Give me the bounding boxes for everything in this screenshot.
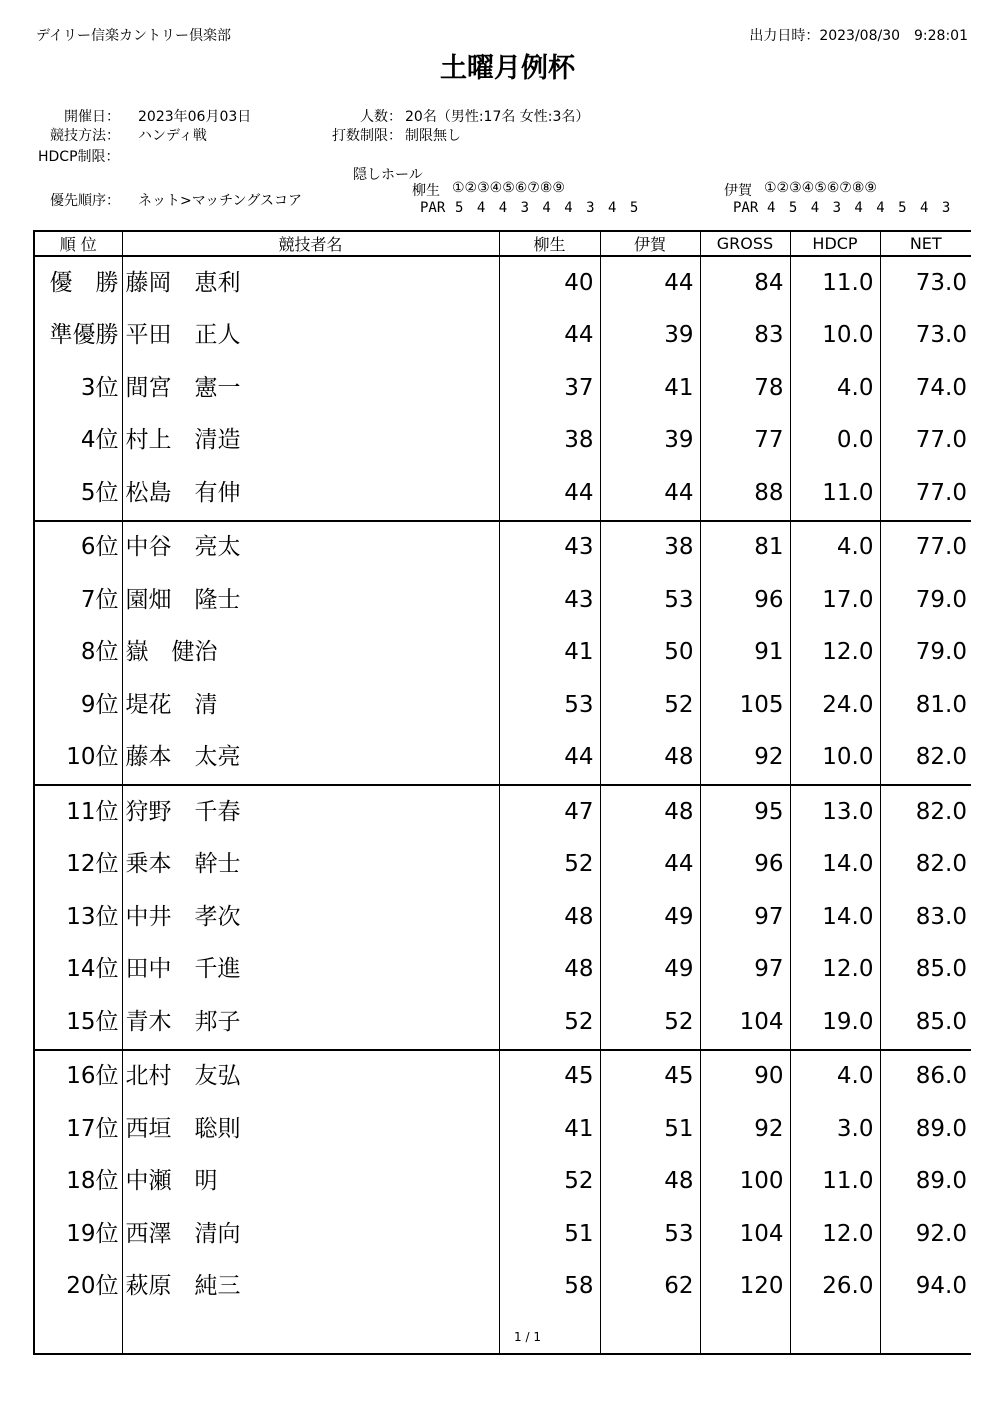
header-hdcp: HDCP <box>790 231 880 256</box>
header-rank: 順 位 <box>34 231 122 256</box>
iga-score-cell: 53 <box>600 574 700 627</box>
gross-cell: 91 <box>700 627 790 680</box>
hdcp-cell: 12.0 <box>790 1208 880 1261</box>
rank-cell: 11位 <box>34 785 122 839</box>
iga-score-cell: 39 <box>600 415 700 468</box>
hdcp-cell: 10.0 <box>790 732 880 786</box>
gross-cell: 120 <box>700 1261 790 1314</box>
yagyu-score-cell: 44 <box>499 732 600 786</box>
rank-cell: 4位 <box>34 415 122 468</box>
name-cell: 間宮 憲一 <box>122 362 499 415</box>
rank-cell: 6位 <box>34 521 122 575</box>
iga-score-cell: 50 <box>600 627 700 680</box>
name-cell: 嶽 健治 <box>122 627 499 680</box>
yagyu-score-cell: 52 <box>499 996 600 1050</box>
gross-cell: 90 <box>700 1050 790 1104</box>
net-cell: 89.0 <box>915 1168 967 1195</box>
table-row <box>34 256 971 310</box>
date-label: 開催日： <box>64 109 120 125</box>
method-value: ハンディ戦 <box>138 128 207 144</box>
net-cell: 74.0 <box>915 374 967 401</box>
course1-par: 5 4 4 3 4 4 3 4 5 <box>455 200 639 216</box>
header-yagyu: 柳生 <box>499 231 600 256</box>
yagyu-score-cell: 52 <box>499 1156 600 1209</box>
net-cell: 82.0 <box>915 798 967 825</box>
stroke-limit-value: 制限無し <box>405 128 461 144</box>
net-cell: 82.0 <box>880 732 971 786</box>
gross-cell: 96 <box>700 839 790 892</box>
course2-name: 伊賀 <box>724 183 752 199</box>
rank-cell: 20位 <box>34 1261 122 1314</box>
rank-cell: 18位 <box>34 1156 122 1209</box>
iga-score-cell: 48 <box>600 1156 700 1209</box>
iga-score-cell: 44 <box>600 839 700 892</box>
table-row <box>34 785 971 839</box>
rank-cell: 14位 <box>34 944 122 997</box>
yagyu-score-cell: 51 <box>499 1208 600 1261</box>
gross-cell: 96 <box>700 574 790 627</box>
rank-cell: 16位 <box>34 1050 122 1104</box>
course1-par-label: PAR <box>420 200 446 216</box>
gross-cell: 104 <box>700 996 790 1050</box>
rank-cell: 10位 <box>34 732 122 786</box>
iga-score-cell: 45 <box>600 1050 700 1104</box>
net-cell: 73.0 <box>915 269 967 296</box>
club-name: デイリー信楽カントリー倶楽部 <box>36 28 232 44</box>
table-row <box>34 1208 971 1261</box>
yagyu-score-cell: 52 <box>499 839 600 892</box>
gross-cell: 95 <box>700 785 790 839</box>
rank-cell: 5位 <box>34 467 122 521</box>
name-cell: 中谷 亮太 <box>122 521 499 575</box>
gross-cell: 104 <box>700 1208 790 1261</box>
name-cell: 萩原 純三 <box>122 1261 499 1314</box>
count-value: 20名（男性:17名 女性:3名） <box>405 109 590 125</box>
table-row <box>34 891 971 944</box>
iga-score-cell: 44 <box>600 467 700 521</box>
table-row <box>34 521 971 575</box>
name-cell: 乗本 幹士 <box>122 839 499 892</box>
yagyu-score-cell: 53 <box>499 679 600 732</box>
yagyu-score-cell: 37 <box>499 362 600 415</box>
name-cell: 中井 孝次 <box>122 891 499 944</box>
name-cell: 園畑 隆士 <box>122 574 499 627</box>
yagyu-score-cell: 48 <box>499 891 600 944</box>
net-cell: 85.0 <box>880 996 971 1050</box>
hidden-holes-label: 隠しホール <box>353 167 423 183</box>
iga-score-cell: 52 <box>600 996 700 1050</box>
name-cell: 青木 邦子 <box>122 996 499 1050</box>
yagyu-score-cell: 48 <box>499 944 600 997</box>
table-row <box>34 362 971 415</box>
course1-name: 柳生 <box>412 183 440 199</box>
iga-score-cell: 38 <box>600 521 700 575</box>
hdcp-cell: 19.0 <box>790 996 880 1050</box>
net-cell: 85.0 <box>915 956 967 983</box>
hdcp-cell: 17.0 <box>790 574 880 627</box>
course1-holes: ①②③④⑤⑥⑦⑧⑨ <box>452 180 565 196</box>
hdcp-cell: 24.0 <box>790 679 880 732</box>
count-label: 人数： <box>360 109 402 125</box>
iga-score-cell: 53 <box>600 1208 700 1261</box>
rank-cell: 13位 <box>34 891 122 944</box>
header-net: NET <box>880 231 971 256</box>
iga-score-cell: 41 <box>600 362 700 415</box>
name-cell: 狩野 千春 <box>122 785 499 839</box>
table-row <box>34 839 971 892</box>
table-row <box>34 1050 971 1104</box>
yagyu-score-cell: 44 <box>499 310 600 363</box>
name-cell: 藤本 太亮 <box>122 732 499 786</box>
table-row <box>34 467 971 521</box>
hdcp-cell: 3.0 <box>790 1103 880 1156</box>
iga-score-cell: 51 <box>600 1103 700 1156</box>
course2-par-label: PAR <box>733 200 759 216</box>
net-cell: 79.0 <box>915 586 967 613</box>
net-cell: 94.0 <box>915 1273 967 1300</box>
hdcp-cell: 13.0 <box>790 785 880 839</box>
gross-cell: 77 <box>700 415 790 468</box>
rank-cell: 9位 <box>34 679 122 732</box>
iga-score-cell: 48 <box>600 785 700 839</box>
yagyu-score-cell: 44 <box>499 467 600 521</box>
hdcp-cell: 4.0 <box>790 362 880 415</box>
table-row <box>34 415 971 468</box>
name-cell: 村上 清造 <box>122 415 499 468</box>
hdcp-cell: 26.0 <box>790 1261 880 1314</box>
table-header-row <box>34 231 971 256</box>
course2-holes: ①②③④⑤⑥⑦⑧⑨ <box>764 180 877 196</box>
name-cell: 藤岡 恵利 <box>122 256 499 310</box>
gross-cell: 83 <box>700 310 790 363</box>
iga-score-cell: 62 <box>600 1261 700 1314</box>
header-name: 競技者名 <box>122 231 499 256</box>
rank-cell: 19位 <box>34 1208 122 1261</box>
hdcp-cell: 11.0 <box>790 1156 880 1209</box>
results-table <box>33 230 971 1355</box>
name-cell: 田中 千進 <box>122 944 499 997</box>
hdcp-cell: 0.0 <box>790 415 880 468</box>
table-row <box>34 574 971 627</box>
name-cell: 中瀬 明 <box>122 1156 499 1209</box>
gross-cell: 92 <box>700 1103 790 1156</box>
name-cell: 堤花 清 <box>122 679 499 732</box>
rank-cell: 優 勝 <box>34 256 122 310</box>
hdcp-cell: 14.0 <box>790 891 880 944</box>
net-cell: 77.0 <box>915 427 967 454</box>
yagyu-score-cell: 43 <box>499 574 600 627</box>
priority-value: ネット>マッチングスコア <box>138 193 303 209</box>
gross-cell: 81 <box>700 521 790 575</box>
net-cell: 77.0 <box>915 534 967 561</box>
hdcp-cell: 14.0 <box>790 839 880 892</box>
header-gross: GROSS <box>700 231 790 256</box>
table-row <box>34 1103 971 1156</box>
rank-cell: 15位 <box>34 996 122 1050</box>
results-body <box>34 256 971 1354</box>
table-row <box>34 1261 971 1314</box>
net-cell: 79.0 <box>915 639 967 666</box>
page-title: 土曜月例杯 <box>440 53 575 84</box>
page-number: 1 / 1 <box>514 1330 541 1344</box>
name-cell: 西澤 清向 <box>122 1208 499 1261</box>
gross-cell: 100 <box>700 1156 790 1209</box>
net-cell: 89.0 <box>915 1115 967 1142</box>
hdcp-cell: 4.0 <box>790 1050 880 1104</box>
iga-score-cell: 49 <box>600 891 700 944</box>
table-row <box>34 944 971 997</box>
hdcp-cell: 12.0 <box>790 944 880 997</box>
net-cell: 86.0 <box>915 1063 967 1090</box>
gross-cell: 92 <box>700 732 790 786</box>
method-label: 競技方法： <box>50 128 120 144</box>
iga-score-cell: 52 <box>600 679 700 732</box>
course2-par: 4 5 4 3 4 4 5 4 3 <box>767 200 951 216</box>
rank-cell: 17位 <box>34 1103 122 1156</box>
gross-cell: 97 <box>700 944 790 997</box>
yagyu-score-cell: 40 <box>499 256 600 310</box>
gross-cell: 84 <box>700 256 790 310</box>
name-cell: 平田 正人 <box>122 310 499 363</box>
hdcp-cell: 11.0 <box>790 256 880 310</box>
yagyu-score-cell: 41 <box>499 1103 600 1156</box>
name-cell: 西垣 聡則 <box>122 1103 499 1156</box>
gross-cell: 78 <box>700 362 790 415</box>
gross-cell: 88 <box>700 467 790 521</box>
hdcp-cell: 10.0 <box>790 310 880 363</box>
net-cell: 92.0 <box>915 1220 967 1247</box>
table-row <box>34 1156 971 1209</box>
table-row <box>34 732 971 786</box>
table-row <box>34 996 971 1050</box>
stroke-limit-label: 打数制限： <box>332 128 402 144</box>
yagyu-score-cell: 47 <box>499 785 600 839</box>
yagyu-score-cell: 58 <box>499 1261 600 1314</box>
iga-score-cell: 44 <box>600 256 700 310</box>
hdcp-cell: 12.0 <box>790 627 880 680</box>
net-cell: 81.0 <box>915 691 967 718</box>
name-cell: 松島 有伸 <box>122 467 499 521</box>
iga-score-cell: 39 <box>600 310 700 363</box>
rank-cell: 7位 <box>34 574 122 627</box>
yagyu-score-cell: 41 <box>499 627 600 680</box>
yagyu-score-cell: 43 <box>499 521 600 575</box>
priority-label: 優先順序： <box>50 193 120 209</box>
date-value: 2023年06月03日 <box>138 109 252 125</box>
table-row <box>34 679 971 732</box>
gross-cell: 97 <box>700 891 790 944</box>
hdcp-cell: 4.0 <box>790 521 880 575</box>
iga-score-cell: 49 <box>600 944 700 997</box>
gross-cell: 105 <box>700 679 790 732</box>
net-cell: 83.0 <box>915 903 967 930</box>
name-cell: 北村 友弘 <box>122 1050 499 1104</box>
rank-cell: 3位 <box>34 362 122 415</box>
net-cell: 82.0 <box>915 851 967 878</box>
yagyu-score-cell: 38 <box>499 415 600 468</box>
table-row <box>34 627 971 680</box>
rank-cell: 12位 <box>34 839 122 892</box>
rank-cell: 8位 <box>34 627 122 680</box>
header-iga: 伊賀 <box>600 231 700 256</box>
net-cell: 73.0 <box>915 322 967 349</box>
rank-cell: 準優勝 <box>34 310 122 363</box>
net-cell: 77.0 <box>880 467 971 521</box>
hdcp-limit-label: HDCP制限： <box>38 149 120 165</box>
hdcp-cell: 11.0 <box>790 467 880 521</box>
yagyu-score-cell: 45 <box>499 1050 600 1104</box>
output-datetime: 出力日時：2023/08/30 9:28:01 <box>749 28 968 44</box>
table-row <box>34 310 971 363</box>
iga-score-cell: 48 <box>600 732 700 786</box>
